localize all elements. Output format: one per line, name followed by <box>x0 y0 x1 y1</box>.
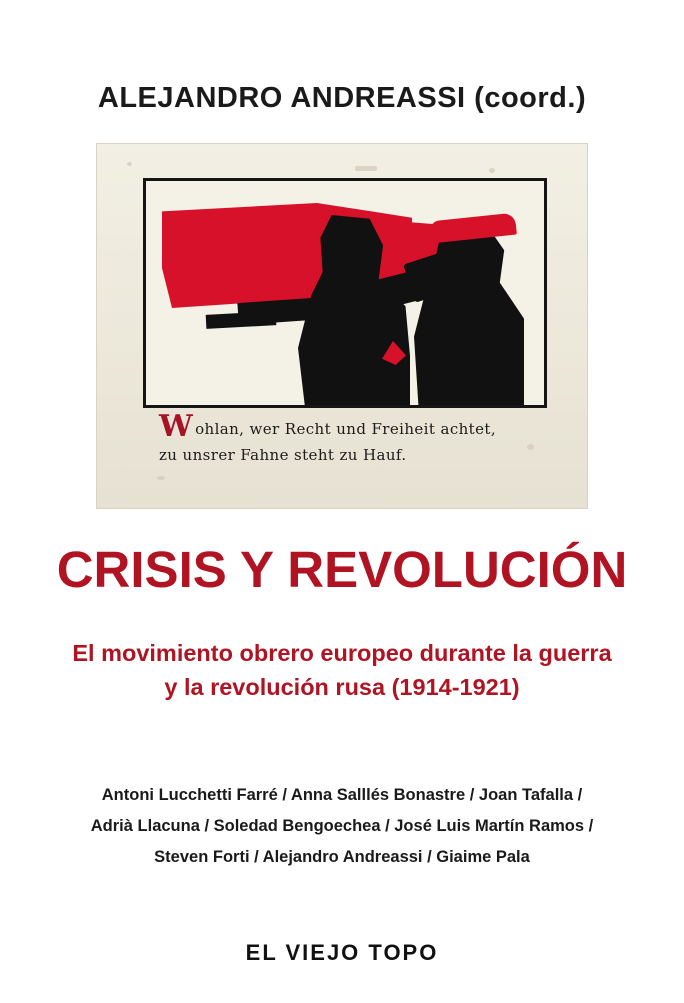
soldier-cap-shape <box>429 213 517 244</box>
illustration-frame <box>143 178 547 408</box>
book-title: CRISIS Y REVOLUCIÓN <box>56 541 628 598</box>
paper-speck <box>157 476 165 480</box>
authors-line-1: Antoni Lucchetti Farré / Anna Salllés Bonastre / Joan Tafalla / <box>101 786 583 804</box>
publisher-name: EL VIEJO TOPO <box>245 940 439 965</box>
flag-pole-secondary-shape <box>206 311 277 329</box>
coordinator-name: ALEJANDRO ANDREASSI (coord.) <box>97 82 587 114</box>
authors-line-2: Adrià Llacuna / Soledad Bengoechea / José Luis Martín Ramos / <box>90 817 594 835</box>
authors-list <box>0 780 684 873</box>
subtitle-line-2: y la revolución rusa (1914-1921) <box>164 674 520 700</box>
illustration-caption <box>159 409 499 468</box>
caption-dropcap: W <box>159 409 194 444</box>
paper-speck <box>127 162 132 166</box>
book-subtitle <box>0 636 684 704</box>
authors-line-3: Steven Forti / Alejandro Andreassi / Giaime Pala <box>154 848 530 866</box>
paper-speck <box>489 168 495 173</box>
caption-line-2: zu unsrer Fahne steht zu Hauf. <box>159 446 407 464</box>
paper-speck <box>355 166 377 171</box>
paper-speck <box>527 444 534 450</box>
cover-illustration <box>97 144 587 508</box>
caption-line-1: ohlan, wer Recht und Freiheit achtet, <box>195 420 496 438</box>
subtitle-line-1: El movimiento obrero europeo durante la guerra <box>72 640 612 666</box>
